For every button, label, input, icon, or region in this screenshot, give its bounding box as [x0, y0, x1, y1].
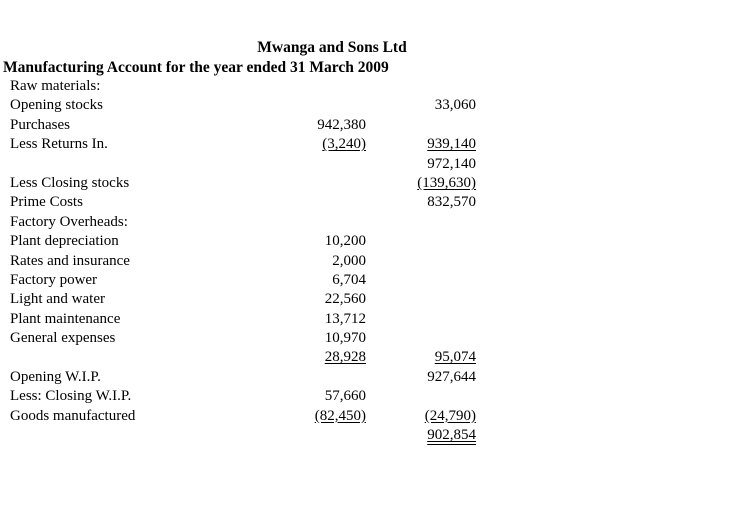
total-amount: (24,790): [424, 407, 476, 424]
row-label: General expenses: [10, 330, 116, 347]
subtotal-amount: 6,704: [332, 271, 366, 288]
subtotal-amount: 22,560: [324, 291, 366, 308]
account-row: [0, 271, 750, 290]
row-label: Light and water: [10, 291, 105, 308]
total-amount: (139,630): [417, 174, 476, 191]
account-row: [0, 426, 750, 445]
account-row: [0, 193, 750, 212]
subtotal-amount: 28,928: [324, 349, 366, 366]
subtotal-amount: (3,240): [322, 136, 366, 153]
row-label: Goods manufactured: [10, 407, 136, 424]
account-row: [0, 387, 750, 406]
total-amount: 939,140: [427, 136, 476, 153]
subtotal-amount: 10,200: [324, 233, 366, 250]
row-label: Prime Costs: [10, 194, 83, 211]
row-label: Factory Overheads:: [10, 213, 128, 230]
row-label: Purchases: [10, 116, 70, 133]
total-amount: 33,060: [434, 97, 476, 114]
account-row: [0, 252, 750, 271]
row-label: Raw materials:: [10, 78, 101, 94]
total-amount: 832,570: [427, 194, 476, 211]
subtotal-amount: 10,970: [324, 330, 366, 347]
row-label: Factory power: [10, 271, 98, 288]
account-title: Manufacturing Account for the year ended 31 March 2009: [3, 59, 389, 76]
subtotal-amount: 13,712: [324, 310, 366, 327]
account-row: [0, 348, 750, 367]
row-label: Plant depreciation: [10, 233, 119, 250]
account-row: [0, 290, 750, 309]
row-label: Opening W.I.P.: [10, 368, 101, 385]
total-amount: 927,644: [427, 368, 476, 385]
total-amount: 972,140: [427, 155, 476, 172]
row-label: Plant maintenance: [10, 310, 121, 327]
company-name: Mwanga and Sons Ltd: [257, 39, 407, 56]
total-amount: 95,074: [434, 349, 476, 366]
account-row: [0, 329, 750, 348]
account-row: [0, 155, 750, 174]
subtotal-amount: (82,450): [314, 407, 366, 424]
account-row: [0, 407, 750, 426]
row-label: Less: Closing W.I.P.: [10, 388, 132, 405]
account-row: [0, 232, 750, 251]
account-table: [0, 77, 750, 445]
account-row: [0, 310, 750, 329]
subtotal-amount: 2,000: [332, 252, 366, 269]
account-row: [0, 174, 750, 193]
account-row: [0, 77, 750, 96]
account-row: [0, 368, 750, 387]
subtotal-amount: 57,660: [324, 388, 366, 405]
account-row: [0, 116, 750, 135]
row-label: Less Returns In.: [10, 136, 108, 153]
account-row: [0, 213, 750, 232]
account-row: [0, 135, 750, 154]
account-row: [0, 96, 750, 115]
row-label: Rates and insurance: [10, 252, 130, 269]
row-label: Opening stocks: [10, 97, 103, 114]
row-label: Less Closing stocks: [10, 174, 130, 191]
subtotal-amount: 942,380: [317, 116, 366, 133]
total-amount: 902,854: [427, 427, 476, 444]
